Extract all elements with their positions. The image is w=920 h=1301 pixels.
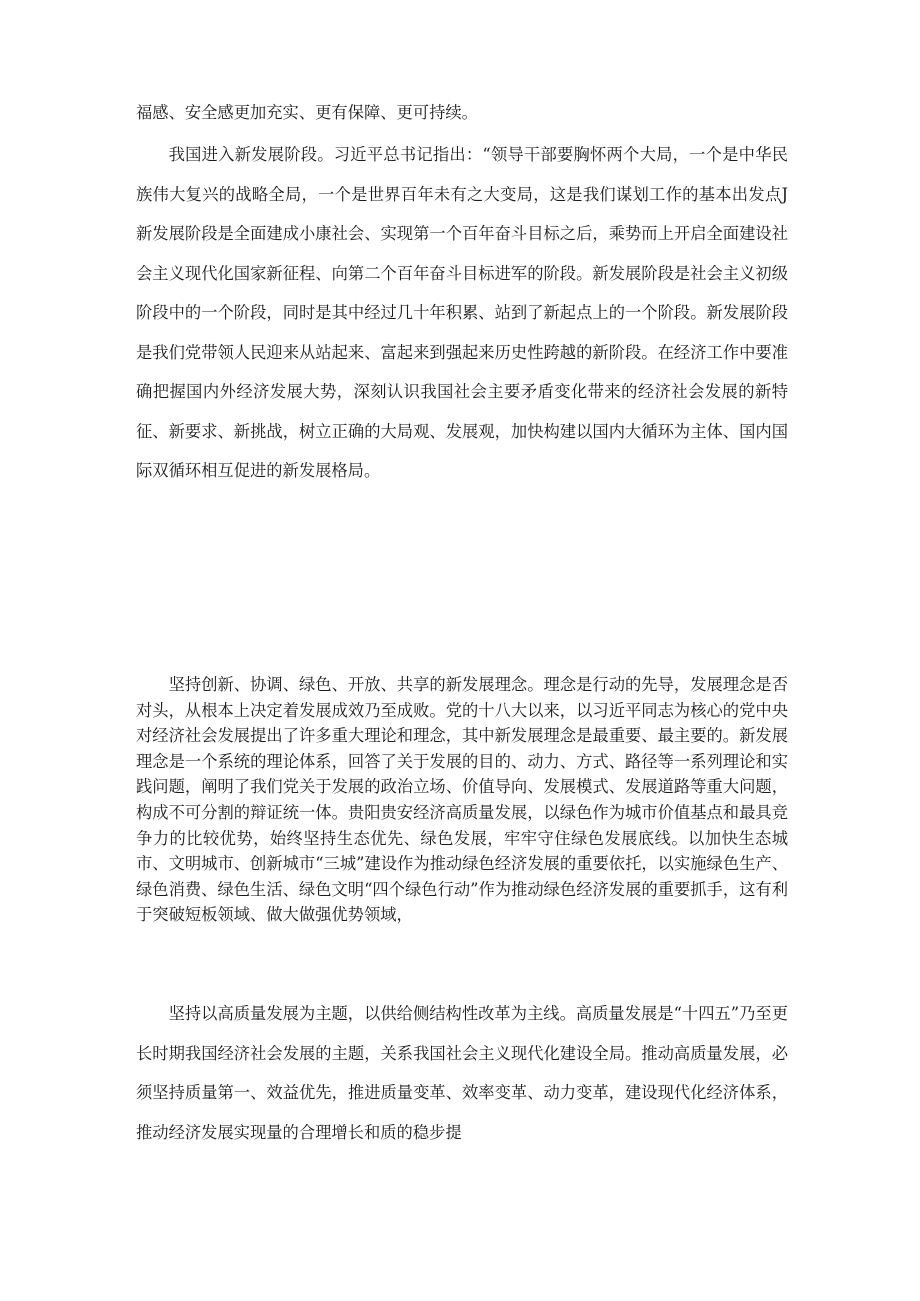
paragraph-continuation: 福感、安全感更加充实、更有保障、更可持续。 [136,103,478,122]
paragraph-new-development-stage: 我国进入新发展阶段。习近平总书记指出：“领导干部要胸怀两个大局，一个是中华民族伟大复兴的战略全局，一个是世界百年未有之大变局，这是我们谋划工作的基本出发点J新发展阶段是全面建成小康社会、实现第一个百年奋斗目标之后，乘势而上开启全面建设社会主义现代化国家新征程、向第二个百年奋斗目标进军的阶段。新发展阶段是社会主义初级阶段中的一个阶段，同时是其中经过几十年积累、站到了新起点上的一个阶段。新发展阶段是我们党带领人民迎来从站起来、富起来到强起来历史性跨越的新阶段。在经济工作中要准确把握国内外经济发展大势，深刻认识我国社会主要矛盾变化带来的经济社会发展的新特征、新要求、新挑战，树立正确的大局观、发展观，加快构建以国内大循环为主体、国内国际双循环相互促进的新发展格局。 [136,145,788,480]
paragraph-high-quality-development: 坚持以高质量发展为主题，以供给侧结构性改革为主线。高质量发展是“十四五”乃至更长时期我国经济社会发展的主题，关系我国社会主义现代化建设全局。推动高质量发展，必须坚持质量第一、效益优先，推进质量变革、效率变革、动力变革，建设现代化经济体系，推动经济发展实现量的合理增长和质的稳步提 [136,1004,788,1142]
paragraph-new-development-concept: 坚持创新、协调、绿色、开放、共享的新发展理念。理念是行动的先导，发展理念是否对头，从根本上决定着发展成效乃至成败。党的十八大以来，以习近平同志为核心的党中央对经济社会发展提出了许多重大理论和理念，其中新发展理念是最重要、最主要的。新发展理念是一个系统的理论体系，回答了关于发展的目的、动力、方式、路径等一系列理论和实践问题，阐明了我们党关于发展的政治立场、价值导向、发展模式、发展道路等重大问题，构成不可分割的辩证统一体。贵阳贵安经济高质量发展，以绿色作为城市价值基点和最具竞争力的比较优势，始终坚持生态优先、绿色发展，牢牢守住绿色发展底线。以加快生态城市、文明城市、创新城市“三城”建设作为推动绿色经济发展的重要依托，以实施绿色生产、绿色消费、绿色生活、绿色文明“四个绿色行动”作为推动绿色经济发展的重要抓手，这有利于突破短板领域、做大做强优势领域， [136,675,788,925]
